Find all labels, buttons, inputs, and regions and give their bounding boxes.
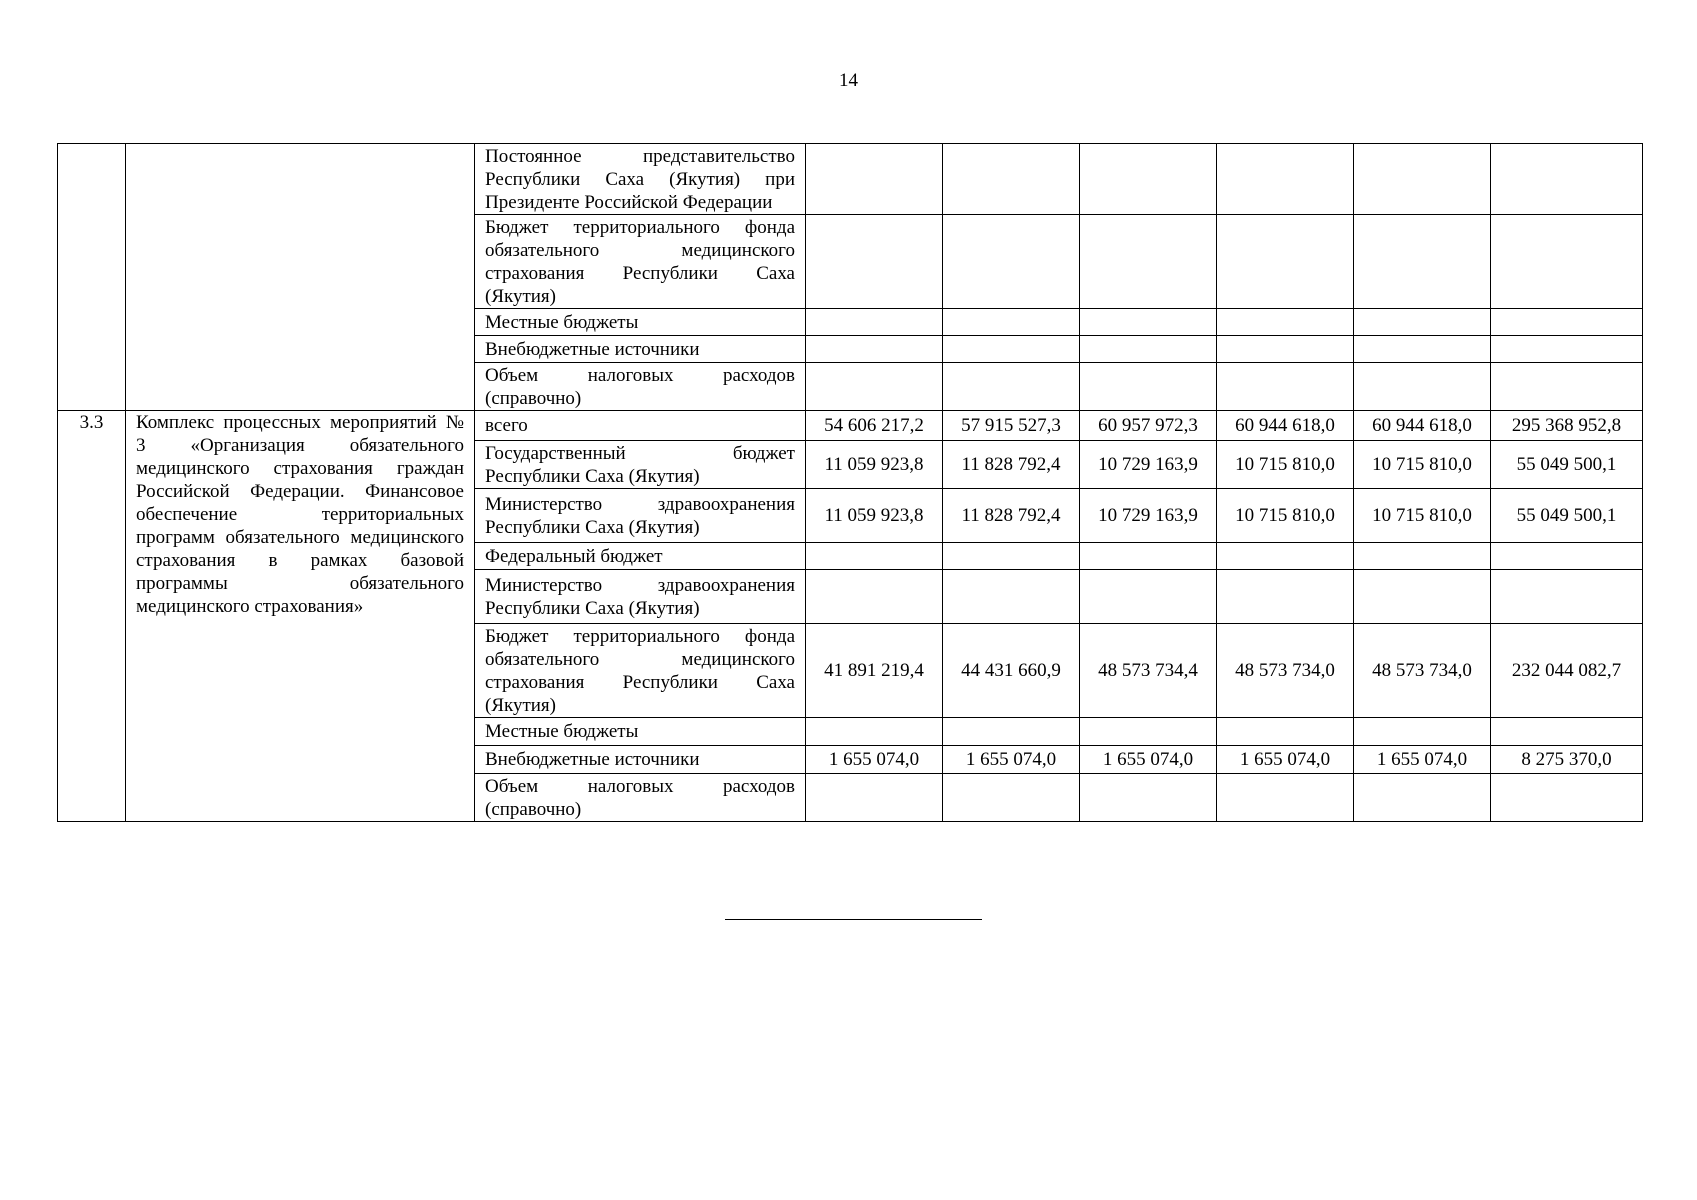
value-cell: [1354, 336, 1491, 363]
value-cell: 60 944 618,0: [1354, 411, 1491, 441]
value-cell: 44 431 660,9: [943, 624, 1080, 718]
value-cell: 11 828 792,4: [943, 489, 1080, 543]
value-cell: [1080, 309, 1217, 336]
funding-source-cell: [475, 441, 806, 489]
funding-source-line: (Якутия): [485, 694, 556, 716]
value-cell: [1354, 774, 1491, 822]
value-cell: [1354, 363, 1491, 411]
row-number-cell: 3.3: [58, 411, 126, 822]
funding-source-line: Постоянное представительство: [485, 145, 795, 167]
funding-source-line: Объем налоговых расходов: [485, 364, 795, 386]
value-cell: [1491, 309, 1643, 336]
value-cell: 8 275 370,0: [1491, 746, 1643, 774]
value-cell: [806, 363, 943, 411]
funding-source-line: обязательного медицинского: [485, 239, 795, 261]
value-cell: [1217, 363, 1354, 411]
page-number: 14: [839, 70, 858, 91]
value-cell: [1354, 144, 1491, 215]
value-cell: 60 957 972,3: [1080, 411, 1217, 441]
value-cell: 11 059 923,8: [806, 489, 943, 543]
value-cell: 1 655 074,0: [943, 746, 1080, 774]
funding-source-line: Министерство здравоохранения: [485, 574, 795, 596]
funding-source-cell: Внебюджетные источники: [475, 746, 806, 774]
value-cell: 10 715 810,0: [1354, 441, 1491, 489]
value-cell: [806, 774, 943, 822]
value-cell: [1217, 774, 1354, 822]
value-cell: 1 655 074,0: [1080, 746, 1217, 774]
value-cell: [1217, 309, 1354, 336]
value-cell: [806, 718, 943, 746]
value-cell: 41 891 219,4: [806, 624, 943, 718]
value-cell: 10 715 810,0: [1354, 489, 1491, 543]
value-cell: [943, 336, 1080, 363]
value-cell: 48 573 734,0: [1354, 624, 1491, 718]
row-number-cell: [58, 144, 126, 411]
value-cell: [1354, 543, 1491, 570]
funding-source-cell: [475, 144, 806, 215]
value-cell: [943, 309, 1080, 336]
value-cell: [806, 570, 943, 624]
value-cell: [1217, 215, 1354, 309]
value-cell: [1354, 309, 1491, 336]
value-cell: 1 655 074,0: [1354, 746, 1491, 774]
value-cell: [1491, 144, 1643, 215]
value-cell: 54 606 217,2: [806, 411, 943, 441]
value-cell: 10 729 163,9: [1080, 441, 1217, 489]
funding-source-line: Республики Саха (Якутия) при: [485, 168, 795, 190]
funding-source-line: Министерство здравоохранения: [485, 493, 795, 515]
value-cell: [806, 144, 943, 215]
funding-source-cell: Местные бюджеты: [475, 718, 806, 746]
funding-source-cell: Местные бюджеты: [475, 309, 806, 336]
value-cell: 1 655 074,0: [806, 746, 943, 774]
value-cell: 55 049 500,1: [1491, 489, 1643, 543]
value-cell: [1491, 215, 1643, 309]
value-cell: [806, 215, 943, 309]
value-cell: [806, 309, 943, 336]
value-cell: [1354, 570, 1491, 624]
value-cell: [1217, 336, 1354, 363]
value-cell: [1354, 718, 1491, 746]
value-cell: [943, 570, 1080, 624]
value-cell: [943, 543, 1080, 570]
footer-rule: [725, 919, 982, 920]
value-cell: [1491, 774, 1643, 822]
value-cell: [1217, 144, 1354, 215]
value-cell: 48 573 734,0: [1217, 624, 1354, 718]
budget-table: [57, 143, 1643, 822]
value-cell: [1080, 336, 1217, 363]
value-cell: [943, 774, 1080, 822]
funding-source-cell: Внебюджетные источники: [475, 336, 806, 363]
funding-source-cell: [475, 624, 806, 718]
value-cell: 295 368 952,8: [1491, 411, 1643, 441]
value-cell: [1080, 363, 1217, 411]
funding-source-line: Республики Саха (Якутия): [485, 516, 700, 538]
value-cell: [1080, 543, 1217, 570]
value-cell: [1080, 215, 1217, 309]
value-cell: 60 944 618,0: [1217, 411, 1354, 441]
funding-source-cell: [475, 363, 806, 411]
funding-source-cell: всего: [475, 411, 806, 441]
funding-source-line: Объем налоговых расходов: [485, 775, 795, 797]
value-cell: [1491, 543, 1643, 570]
funding-source-line: (Якутия): [485, 285, 556, 307]
value-cell: [1080, 570, 1217, 624]
funding-source-line: Бюджет территориального фонда: [485, 216, 795, 238]
value-cell: 10 715 810,0: [1217, 489, 1354, 543]
value-cell: 10 729 163,9: [1080, 489, 1217, 543]
funding-source-line: страхования Республики Саха: [485, 671, 795, 693]
value-cell: [943, 215, 1080, 309]
funding-source-line: Бюджет территориального фонда: [485, 625, 795, 647]
value-cell: [1491, 363, 1643, 411]
funding-source-line: обязательного медицинского: [485, 648, 795, 670]
value-cell: 10 715 810,0: [1217, 441, 1354, 489]
value-cell: [1491, 336, 1643, 363]
funding-source-line: Республики Саха (Якутия): [485, 465, 700, 487]
funding-source-line: Президенте Российской Федерации: [485, 191, 773, 213]
value-cell: [1080, 144, 1217, 215]
value-cell: [1080, 774, 1217, 822]
value-cell: [1080, 718, 1217, 746]
table-row: [58, 411, 1643, 441]
funding-source-line: Государственный бюджет: [485, 442, 795, 464]
value-cell: 55 049 500,1: [1491, 441, 1643, 489]
table-row: [58, 144, 1643, 215]
value-cell: [806, 336, 943, 363]
value-cell: [1354, 215, 1491, 309]
value-cell: [806, 543, 943, 570]
funding-source-line: (справочно): [485, 387, 582, 409]
value-cell: [943, 718, 1080, 746]
value-cell: [1491, 570, 1643, 624]
value-cell: 232 044 082,7: [1491, 624, 1643, 718]
description-cell: [126, 144, 475, 411]
description-cell: Комплекс процессных мероприятий № 3 «Организация обязательного медицинского страхования граждан Российской Федерации. Финансовое обеспечение территориальных программ обязательного медицинского страхования в рамках базовой программы обязательного медицинского страхования»: [126, 411, 475, 822]
value-cell: [1491, 718, 1643, 746]
value-cell: [1217, 543, 1354, 570]
value-cell: [943, 144, 1080, 215]
value-cell: 48 573 734,4: [1080, 624, 1217, 718]
value-cell: 11 828 792,4: [943, 441, 1080, 489]
funding-source-cell: [475, 489, 806, 543]
funding-source-cell: [475, 570, 806, 624]
funding-source-line: Республики Саха (Якутия): [485, 597, 700, 619]
value-cell: [943, 363, 1080, 411]
funding-source-cell: [475, 215, 806, 309]
funding-source-line: (справочно): [485, 798, 582, 820]
funding-source-cell: Федеральный бюджет: [475, 543, 806, 570]
value-cell: 1 655 074,0: [1217, 746, 1354, 774]
value-cell: 11 059 923,8: [806, 441, 943, 489]
value-cell: [1217, 718, 1354, 746]
value-cell: [1217, 570, 1354, 624]
funding-source-cell: [475, 774, 806, 822]
funding-source-line: страхования Республики Саха: [485, 262, 795, 284]
value-cell: 57 915 527,3: [943, 411, 1080, 441]
